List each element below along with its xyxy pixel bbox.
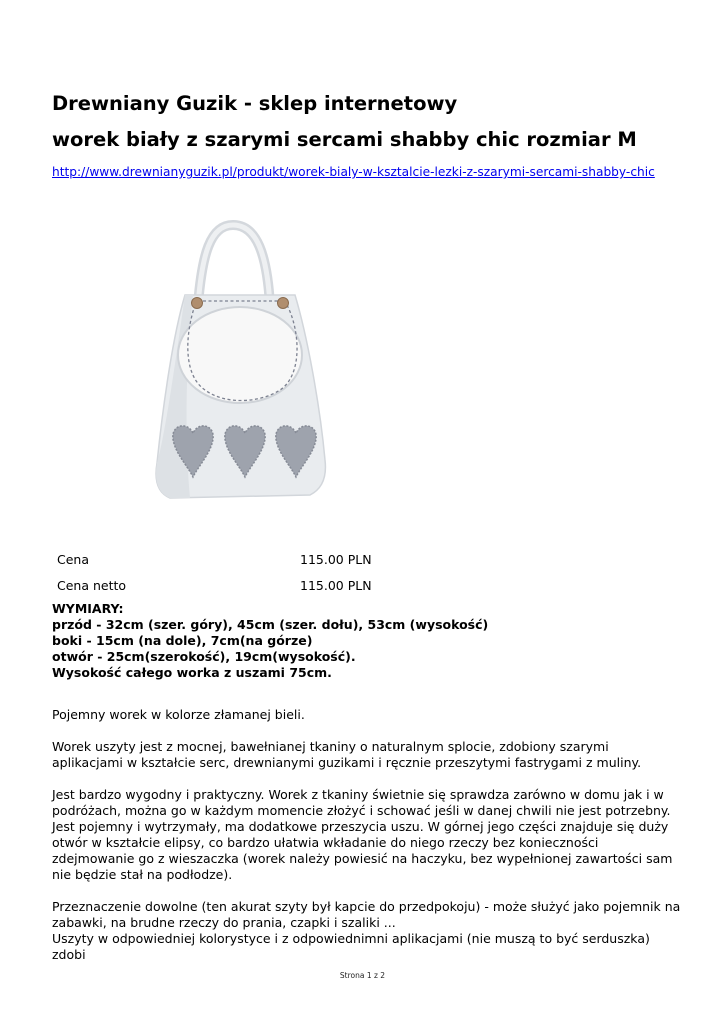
product-link[interactable]: http://www.drewnianyguzik.pl/produkt/worek-bialy-w-ksztalcie-lezki-z-szarymi-sercami-shabby-chic <box>52 165 655 179</box>
dimensions-line: przód - 32cm (szer. góry), 45cm (szer. dołu), 53cm (wysokość) <box>52 617 489 632</box>
page-number: Strona 1 z 2 <box>339 971 386 980</box>
price-value: 115.00 PLN <box>300 552 372 567</box>
wooden-button <box>192 298 203 309</box>
description-paragraph: Przeznaczenie dowolne (ten akurat szyty był kapcie do przedpokoju) - może służyć jako pojemnik na zabawki, na brudne rzeczy do prania, czapki i szaliki ... Uszyty w odpowiedniej kolorystyce i z odpowiednimni aplikacjami (nie muszą to być serduszka) zdobi <box>52 899 681 962</box>
dimensions-line: otwór - 25cm(szerokość), 19cm(wysokość). <box>52 649 356 664</box>
price-table <box>57 552 437 604</box>
net-price-value: 115.00 PLN <box>300 578 372 593</box>
net-price-label: Cena netto <box>57 578 127 593</box>
dimensions-line: boki - 15cm (na dole), 7cm(na górze) <box>52 633 313 648</box>
product-image <box>115 215 370 515</box>
description-paragraph: Jest bardzo wygodny i praktyczny. Worek z tkaniny świetnie się sprawdza zarówno w domu jak i w podróżach, można go w każdym momencie złożyć i schować jeśli w danej chwili nie jest potrzebny. Jest pojemny i wytrzymały, ma dodatkowe przeszycia uszu. W górnej jego części znajduje się duży otwór w kształcie elipsy, co bardzo ułatwia wkładanie do niego rzeczy bez konieczności zdejmowanie go z wieszaczka (worek należy powiesić na haczyku, bez wypełnionej zawartości sam nie będzie stał na podłodze). <box>52 787 673 882</box>
price-label: Cena <box>57 552 90 567</box>
description-paragraph: Pojemny worek w kolorze złamanej bieli. <box>52 707 305 722</box>
shop-title: Drewniany Guzik - sklep internetowy <box>52 92 458 115</box>
wooden-button <box>278 298 289 309</box>
price-row <box>57 552 437 578</box>
dimensions-heading: WYMIARY: <box>52 601 124 616</box>
description-paragraph: Worek uszyty jest z mocnej, bawełnianej tkaniny o naturalnym splocie, zdobiony szarymi aplikacjami w kształcie serc, drewnianymi guzikami i ręcznie przeszytymi fastrygami z muliny. <box>52 739 642 770</box>
dimensions-block <box>52 601 692 681</box>
bag-opening <box>178 307 302 403</box>
description <box>52 707 682 979</box>
product-title: worek biały z szarymi sercami shabby chic rozmiar M <box>52 128 637 151</box>
dimensions-line: Wysokość całego worka z uszami 75cm. <box>52 665 332 680</box>
bag-handle <box>198 225 270 305</box>
